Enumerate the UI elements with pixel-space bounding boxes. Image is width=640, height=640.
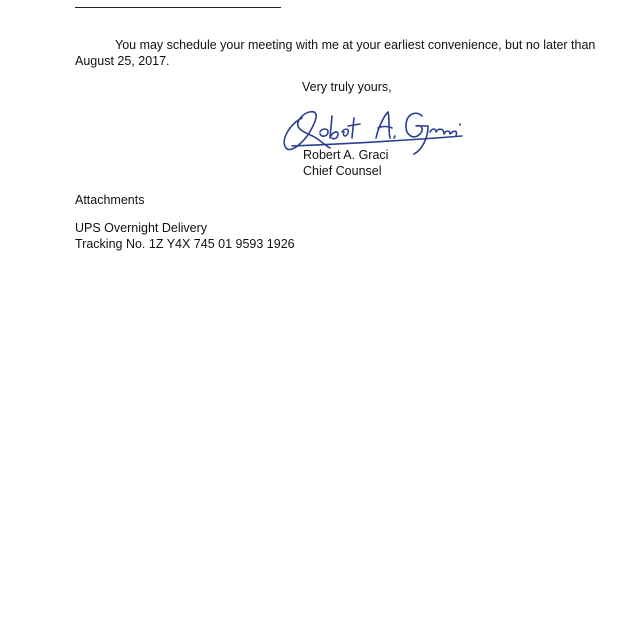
body-paragraph [75, 37, 605, 69]
body-paragraph-text: You may schedule your meeting with me at your earliest convenience, but no later than August 25, 2017. [75, 38, 596, 68]
signer-title: Chief Counsel [303, 164, 382, 178]
delivery-method: UPS Overnight Delivery [75, 221, 207, 235]
tracking-number: Tracking No. 1Z Y4X 745 01 9593 1926 [75, 237, 295, 251]
top-divider-line [75, 7, 281, 8]
attachments-label: Attachments [75, 193, 145, 207]
signer-name: Robert A. Graci [303, 148, 389, 162]
closing-salutation: Very truly yours, [302, 80, 392, 94]
